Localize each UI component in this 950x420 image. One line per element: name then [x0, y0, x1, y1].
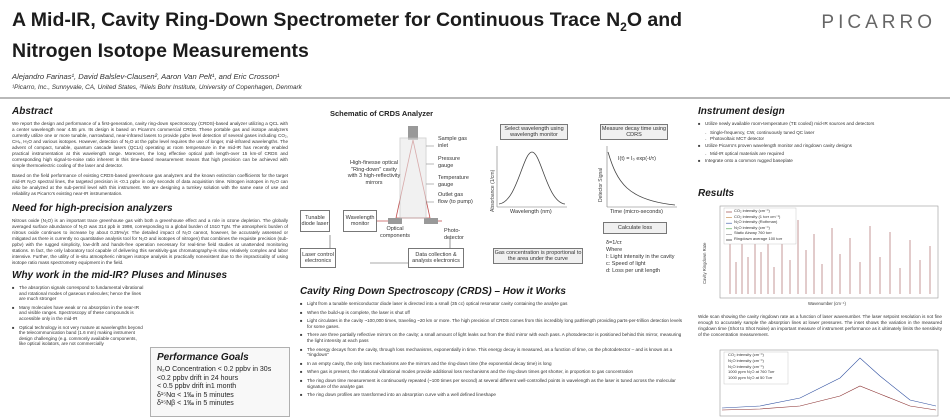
goal-line: <0.2 ppbv drift in 24 hours	[157, 374, 239, 382]
legend-entry: CO₂ intensity (cm⁻¹)	[734, 208, 770, 213]
list-item: ■ The absorption signals correspond to fundamental vibrational and rotational modes of gaseous molecules; hence the lines are much stronger	[12, 285, 144, 302]
results-ylabel: Cavity Ringdown Rate	[702, 242, 707, 284]
poster-title: A Mid-IR, Cavity Ring-Down Spectrometer for Continuous Trace $N_2O$ and Nitrogen Isotope Measurements	[12, 9, 683, 62]
list-item: ■ When gas is present, the rotational vibrational modes provide additional loss mechanisms and the ring-down times get shorter, in proportion to gas concentration	[300, 369, 684, 375]
cavity-body	[400, 138, 426, 218]
loss-equation: δ=1/cτ	[606, 240, 622, 246]
tunable-laser-box: Tunable diode laser	[300, 210, 330, 232]
inset-legend	[728, 352, 786, 381]
performance-goals-box	[150, 347, 290, 417]
results-legend	[734, 208, 798, 242]
calculate-loss-box: Calculate loss	[603, 222, 667, 234]
list-item: ■ Optical technology is not very mature at wavelengths beyond the telecommunication band (1.6 mm) making instrument design challenging (e.g. commonly available components, like optical isolators, are not commercially	[12, 325, 144, 347]
list-item: ■ Light circulates in the cavity ~100,000 times, traveling ~20 km or more. The high precision of CRDS comes from this incredibly long pathlength providing parts-per-trillion detection levels for some gases.	[300, 318, 684, 329]
results-xlabel: Wavenumber (cm⁻¹)	[808, 301, 846, 306]
authors: Alejandro Farinas¹, David Balslev-Clausen², Aaron Van Pelt¹, and Eric Crosson¹	[12, 72, 280, 81]
goals-heading: Performance Goals	[157, 352, 249, 363]
list-item: ■ The ring down profiles are transformed into an absorption curve with a well defined lineshape	[300, 392, 684, 398]
header-divider	[0, 97, 950, 99]
abstract-p2: Based on the field performance of existing CRDS-based greenhouse gas analyzers and the known extinction coefficients for the target mid-IR N₂O spectral lines, the targeted precision is <0.1 ppbv in only seconds of data acquisition time. Nitrogen isotopes in N₂O can also be analyzed at the sub-permil level with this instrument. We are designing a turnkey solution with the same ease of use and reliability as Picarro's existing near-IR instrumentation.	[12, 173, 288, 196]
legend-entry: N₂O intensity (Rothman)	[734, 219, 778, 225]
where-d: d: Loss per unit length	[606, 268, 661, 274]
abstract-heading: Abstract	[12, 106, 53, 117]
detector-axis-label: Detector Signal	[598, 167, 604, 202]
crds-section	[300, 286, 684, 401]
cavity-mirror-right	[424, 218, 438, 224]
list-item: - Mid-IR optical materials are required	[698, 151, 942, 157]
legend-entry: N₂O intensity (cm⁻¹)	[728, 363, 764, 369]
wavelength-monitor-box: Wavelength monitor	[343, 210, 377, 232]
left-column	[12, 106, 288, 350]
results-caption-wrap	[698, 314, 942, 342]
goal-line: N₂O Concentration < 0.2 ppbv in 30s	[157, 366, 272, 373]
legend-entry: 1000 ppm N₂O at 50 Torr	[728, 375, 773, 381]
schematic-title: Schematic of CRDS Analyzer	[330, 109, 434, 118]
where-l: l: Light intensity in the cavity	[606, 254, 675, 260]
list-item: ■ When the build-up is complete, the laser is shut off	[300, 310, 684, 316]
legend-entry: N₂O intensity (cm⁻¹)	[728, 357, 764, 363]
photodetector-label: Photo-detector	[444, 228, 464, 241]
abstract-p1: We report the design and performance of a first-generation, cavity ring-down spectroscopy (CRDS)-based analyzer utilizing a QCL with a center wavelength near 4.55 μm. Its design is based on Picarro's commercial CRDS. These portable gas and isotope analyzers currently utilize one or more tunable, narrowband, near-infrared lasers to provide ppbv level detection of several gases including CO₂, CH₄, H₂O and various isotopes. However, detection of N₂O at the ppbv level requires the use of longer, mid-infrared wavelengths. The advent of compact, tunable, quantum cascade lasers (QCLs) operating at room temperature in the mid-IR has recently enabled practical instrumentation at this wavelength range. Moreover, the long effective optical path length-over 15 km-of CRDS and corresponding high signal-to-noise ratio inherent in this time-based measurement means that high precision can be achieved with simple thermoelectric cooling of the laser and detector.	[12, 121, 288, 168]
picarro-logo: PICARRO	[821, 12, 936, 33]
list-item: ■ The energy decays from the cavity, through loss mechanisms, exponentially in time. This energy decay is measured, as a function of time, on the photodetector – and is known as a "ringdown"	[300, 347, 684, 358]
midir-heading: Why work in the mid-IR? Pluses and Minuses	[12, 270, 228, 281]
midir-list	[12, 285, 144, 347]
temperature-label: Temperature gauge	[438, 175, 469, 188]
legend-entry: Static Airway 760 torr	[734, 230, 772, 236]
list-item: ■ There are three partially reflective mirrors on the cavity; a small amount of light leaks out from the third mirror with each pass. A photodetector is positioned behind this mirror, measuring the light intensity at each pass	[300, 332, 684, 343]
outlet-label: Outlet gas flow (to pump)	[438, 192, 473, 205]
list-item: ■ Utilize Picarro's proven wavelength monitor and ringdown cavity designs	[698, 143, 942, 149]
list-item: ■ Light from a tunable semiconductor diode laser is directed into a small (35 cc) optical resonator cavity containing the analyte gas	[300, 301, 684, 307]
measure-decay-box: Measure decay time using CDRS	[601, 125, 667, 138]
list-item: ■ In an empty cavity, the only loss mechanisms are the mirrors and the ring-down time (the exponential decay time) is long	[300, 361, 684, 367]
cavity-mirror-left	[388, 218, 402, 224]
affiliations: ¹Picarro, Inc., Sunnyvale, CA, United States, ²Niels Bohr Institute, University of Copenhagen, Denmark	[12, 84, 302, 91]
wavelength-axis-label: Wavelength (nm)	[510, 209, 552, 215]
instrument-list	[698, 121, 942, 164]
data-collection-box: Data collection & analysis electronics	[408, 248, 464, 268]
absorbance-axis-label: Absorbance (1/cm)	[490, 169, 496, 212]
header	[12, 8, 802, 63]
legend-entry: Ringdown average 100 torr	[734, 235, 783, 241]
results-heading: Results	[698, 188, 735, 199]
crds-heading: Cavity Ring Down Spectroscopy (CRDS) – How it Works	[300, 286, 566, 297]
cavity-label: High-finesse optical "Ring-down" cavity with 3 high-reflectivity mirrors	[347, 160, 401, 186]
right-column	[698, 106, 942, 167]
list-item: ■ The ring down time measurement is continuously repeated (~100 times per second) at several different well-controlled points in wavelength as the laser is tuned across the molecular signature of the analyte gas	[300, 378, 684, 389]
list-item: ■ Integrate onto a common rugged baseplate	[698, 158, 942, 164]
legend-entry: CO₂ intensity (cm⁻¹)	[728, 352, 764, 357]
goal-line: δ¹⁵Nα < 1‰ in 5 minutes	[157, 391, 234, 399]
goal-line: < 0.5 ppbv drift in1 month	[157, 383, 237, 390]
need-p1: Nitrous oxide (N₂O) is an important trace greenhouse gas with both a greenhouse effect and a role in ozone depletion. The globally averaged surface abundance of N₂O was 314 ppb in 1998, corresponding to a global burden of 1510 TgN. The atmospheric burden of nitrous oxide continues to increase by about 0.25%/yr. The detailed impact of N₂O cannot, however, be accurately assessed or mitigated as there is currently no quantitative analysis tool for N₂O and isotopes of nitrogen) that combines the requisite precision (sub-ppbv) with the rugged simplicity, low-drift and hands-free operation necessary for real-time field studies at unattended monitoring stations. In fact, the only laboratory tool capable of delivering this sensitivity-gas chromatography-is slow, relatively complex and labor intensive. Further, the utility of in-situ atmospheric nitrogen isotope analysis is practically nonexistent due to the impracticality of using isotope ratio mass spectrometry equipment in the field.	[12, 218, 288, 265]
goal-line: δ¹⁵Nβ < 1‰ in 5 minutes	[157, 400, 234, 407]
legend-entry: CO₂ intensity (1 torr cm⁻¹)	[734, 213, 781, 219]
crds-list	[300, 301, 684, 398]
sample-inlet-label: Sample gas inlet	[438, 136, 468, 149]
absorbance-plot	[487, 142, 687, 252]
list-item: - Photovoltaic MCT detector	[698, 136, 942, 142]
list-item: ■ Many molecules have weak or no absorption in the near-IR and visible ranges. Spectroscopy of these compounds is accessible only in the mid-IR	[12, 305, 144, 322]
select-wavelength-box: Select wavelength using wavelength monitor	[500, 124, 568, 140]
optical-components-label: Optical components	[380, 226, 410, 239]
legend-entry: 1000 ppm N₂O at 760 Torr	[728, 369, 775, 375]
results-caption: Wide scan showing the cavity ringdown rate as a function of laser wavenumber. The laser setpoint resolution is not fine enough to accurately sample the absorption lines at lower pressures. The inset shows the variation in the measured ringdown time (Shot to Shot Noise) an important measure of instrument performance as it ultimately limits the sensitivity of the concentration measurement.	[698, 314, 942, 337]
list-item: - Single-frequency, CW, continuously tuned QC laser	[698, 130, 942, 136]
list-item: ■ Utilize newly available room-temperature (TE cooled) mid-IR sources and detectors	[698, 121, 942, 127]
pressure-label: Pressure gauge	[438, 156, 461, 169]
gas-concentration-box: Gas concentration is proportional to the area under the curve	[494, 249, 582, 262]
time-axis-label: Time (micro-seconds)	[610, 209, 663, 215]
where-c: c: Speed of light	[606, 261, 646, 267]
results-heading-wrap	[698, 188, 734, 203]
where-label: Where	[606, 247, 623, 253]
laser-control-box: Laser control electronics	[300, 248, 336, 268]
instrument-heading: Instrument design	[698, 106, 785, 117]
decay-equation: I(t) = I₀ exp(-t/τ)	[618, 156, 656, 162]
legend-entry: N₂O intensity (cm⁻¹)	[734, 224, 770, 230]
need-heading: Need for high-precision analyzers	[12, 203, 173, 214]
absorption-curve	[499, 152, 565, 204]
